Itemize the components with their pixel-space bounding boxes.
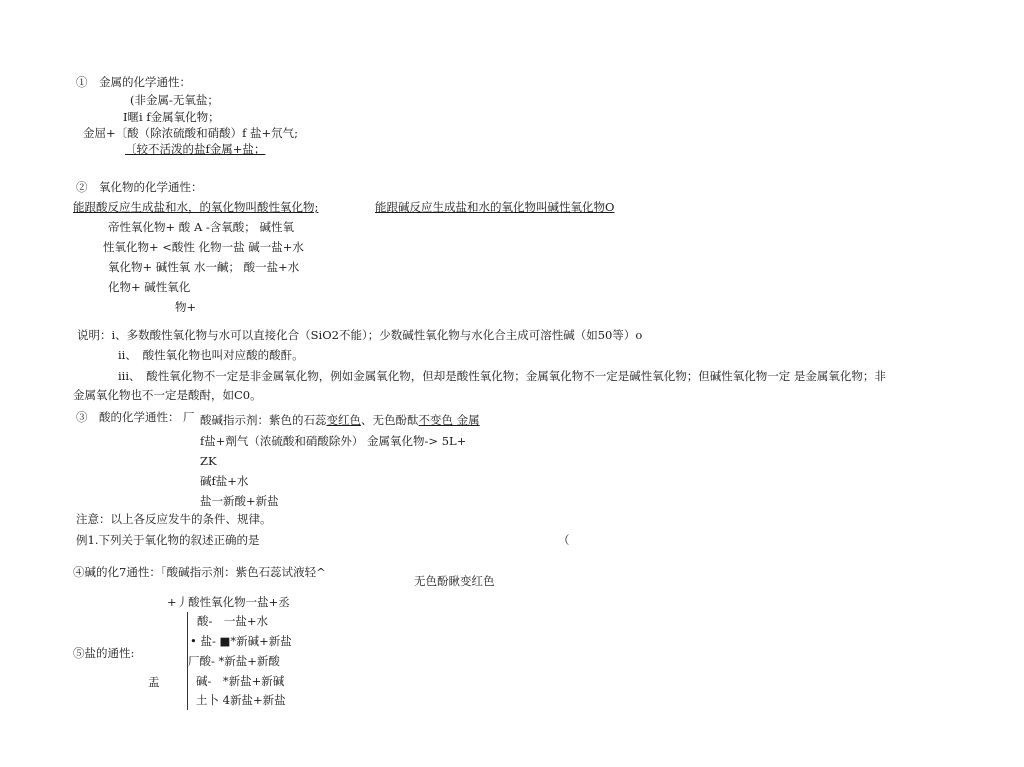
attention-note: 注意：以上各反应发牛的条件、规律。	[76, 512, 272, 526]
note-line-2: ii、 酸性氧化物也叫对应酸的酸酐。	[118, 348, 304, 362]
oxide-line-2: 性氧化物+ <酸性 化物一盐 碱一盐+水	[103, 240, 304, 254]
note-line-3: iii、 酸性氧化物不一定是非金属氧化物，例如金属氧化物，但却是酸性氧化物；金属氧化物不一定是碱性氧化物；但碱性氧化物一定 是金属氧化物；非	[118, 369, 886, 383]
metal-nonmetal-line: (非金属-无氧盐；	[130, 93, 219, 107]
note-line-4: 金属氧化物也不一定是酸酎，如C0。	[73, 388, 262, 402]
salt-row-2: • 盐- ■*新碱+新盐	[190, 634, 292, 648]
acid-bracket: 厂	[183, 410, 195, 424]
example-paren: （	[558, 533, 570, 547]
acid-line-4: 碱f盐+水	[200, 474, 249, 488]
section-2-heading: ② 氧化物的化学通性：	[76, 180, 203, 194]
acid-indicator-line: 酸碱指示剂：紫色的石蕊变红色、无色酚酞不变色 金属	[200, 413, 480, 427]
section-3-heading: ③ 酸的化学通性：	[76, 410, 180, 424]
metal-acid-line: 金屈+〔酸（除浓硫酸和硝酸）f 盐+氘气;	[83, 126, 299, 140]
basic-oxide-definition: 能跟碱反应生成盐和水的氧化物叫碱性氧化物O	[375, 200, 615, 214]
salt-side-mark: 盂	[148, 675, 160, 689]
note-line-1: 说明：i、多数酸性氧化物与水可以直接化合（SiO2不能）；少数碱性氧化物与水化合主成可溶性碱（如50等）o	[77, 328, 643, 342]
section-5-heading: ⑤盐的通性:	[73, 646, 135, 660]
salt-row-5: 土卜 4新盐+新盐	[196, 693, 286, 707]
oxide-line-1: 帝性氧化物+ 酸 A -含氧酸； 碱性氧	[108, 220, 294, 234]
base-indicator-right: 无色酚瞅变红色	[414, 574, 495, 588]
example-question: 例1.下列关于氧化物的叙述正确的是	[76, 533, 260, 547]
metal-oxide-line: I暱i f金属氧化物；	[123, 110, 220, 124]
base-line-1: +丿酸性氧化物一盐+丞	[167, 595, 290, 609]
acidic-oxide-definition: 能跟酸反应生成盐和水，的氧化物叫酸性氧化物;	[73, 200, 319, 214]
oxide-line-4: 化物+ 碱性氧化	[108, 280, 191, 294]
salt-row-1: 酸- 一盐+水	[197, 614, 269, 628]
oxide-line-3: 氧化物+ 碱性氧 水一鹹； 酸一盐+水	[108, 260, 300, 274]
section-4-heading: ④碱的化7通性：「酸碱指示剂：紫色石蕊试液轻^	[73, 565, 326, 579]
metal-salt-line: 〔较不活泼的盐f金属+盐；	[125, 142, 266, 156]
acid-line-5: 盐一新酸+新盐	[200, 494, 279, 508]
acid-line-3: ZK	[200, 454, 217, 468]
salt-row-3: 厂酸- *新盐+新酸	[188, 654, 280, 668]
salt-row-4: 碱- *新盐+新碱	[196, 674, 285, 688]
acid-line-2: f盐+劑气（浓硫酸和硝酸除外） 金属氧化物-> 5L+	[200, 434, 467, 448]
oxide-line-5: 物+	[175, 300, 197, 314]
section-1-heading: ① 金属的化学通性：	[76, 75, 191, 89]
